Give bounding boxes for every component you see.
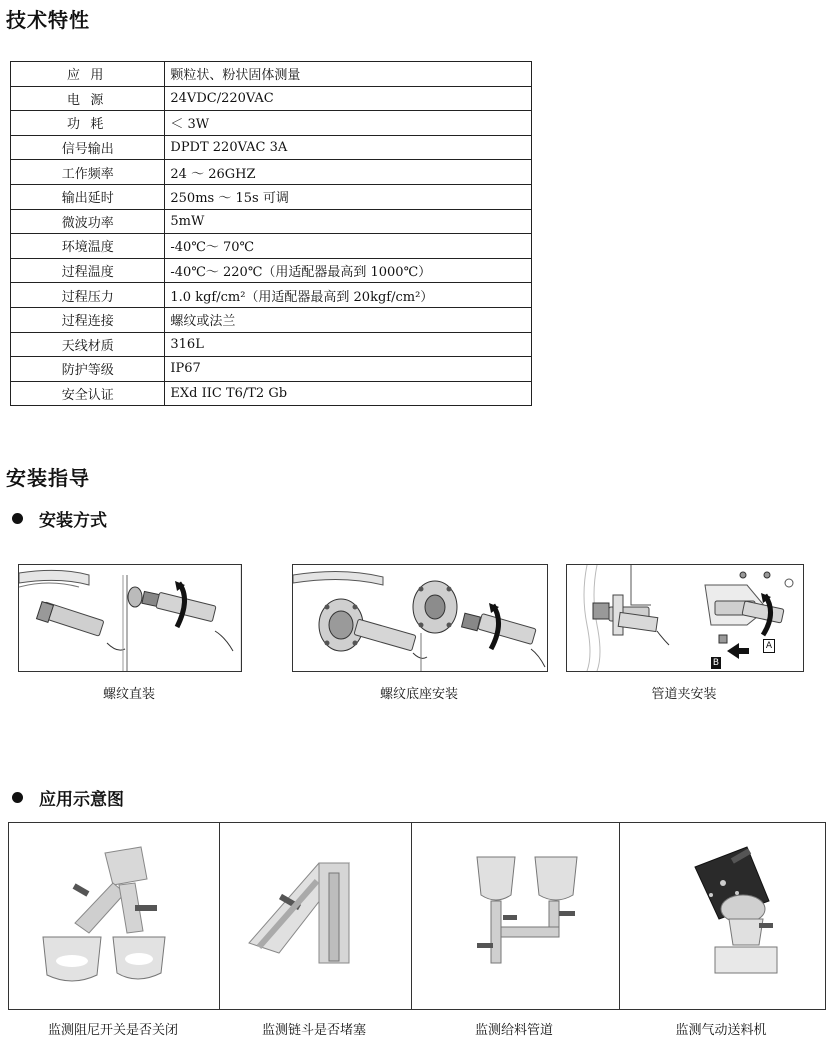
spec-key: 环境温度 [11,234,165,259]
spec-row [11,357,532,382]
spec-value: 颗粒状、粉状固体测量 [165,62,532,87]
spec-key: 微波功率 [11,209,165,234]
install-section-title: 安装指导 [6,466,90,490]
feed-pipe-illustration [411,823,619,1009]
application-figure-feed-pipe [411,823,620,1009]
spec-key: 过程压力 [11,283,165,308]
spec-key: 工作频率 [11,160,165,185]
application-heading-text: 应用示意图 [39,790,124,810]
spec-row [11,332,532,357]
spec-row [11,381,532,406]
bullet-icon [12,513,23,524]
spec-key: 输出延时 [11,184,165,209]
figure-thread-direct-mount [18,564,242,672]
figure-thread-base-mount [292,564,548,672]
spec-row [11,62,532,87]
spec-key: 天线材质 [11,332,165,357]
spec-key: 信号输出 [11,135,165,160]
spec-key: 防护等级 [11,357,165,382]
spec-row [11,283,532,308]
spec-section-title: 技术特性 [6,8,90,32]
caption-damper: 监测阻尼开关是否关闭 [47,1023,178,1038]
figure-pipe-clamp-mount [566,564,804,672]
spec-row [11,258,532,283]
thread-direct-mount-illustration [19,565,241,671]
spec-value: 250ms ～ 15s 可调 [165,184,532,209]
spec-row [11,209,532,234]
spec-value: EXd IIC T6/T2 Gb [165,381,532,406]
label-a-badge: A [763,639,775,653]
caption-pneumatic-feeder: 监测气动送料机 [675,1023,767,1038]
pneumatic-feeder-illustration [619,823,825,1009]
spec-value: DPDT 220VAC 3A [165,135,532,160]
bucket-chain-illustration [219,823,411,1009]
spec-value: -40℃～ 70℃ [165,234,532,259]
spec-row [11,184,532,209]
spec-value: 5mW [165,209,532,234]
spec-value: ＜ 3W [165,111,532,136]
spec-key: 应用 [11,62,165,87]
spec-key: 安全认证 [11,381,165,406]
spec-value: 24 ～ 26GHZ [165,160,532,185]
spec-key: 过程连接 [11,307,165,332]
install-method-heading [12,506,107,531]
spec-value: 1.0 kgf/cm²（用适配器最高到 20kgf/cm²） [165,283,532,308]
spec-key: 过程温度 [11,258,165,283]
spec-row [11,307,532,332]
spec-value: -40℃～ 220℃（用适配器最高到 1000℃） [165,258,532,283]
spec-row [11,234,532,259]
application-figure-grid [8,822,826,1010]
thread-base-mount-illustration [293,565,547,671]
spec-row [11,160,532,185]
caption-thread-base-mount: 螺纹底座安装 [379,687,458,702]
spec-row [11,135,532,160]
caption-bucket-chain: 监测链斗是否堵塞 [261,1023,366,1038]
spec-row [11,86,532,111]
bullet-icon [12,792,23,803]
caption-pipe-clamp-mount: 管道夹安装 [651,687,717,702]
application-figure-pneumatic-feeder [619,823,825,1009]
caption-feed-pipe: 监测给料管道 [474,1023,553,1038]
application-figure-bucket-chain [219,823,412,1009]
spec-value: IP67 [165,357,532,382]
caption-thread-direct-mount: 螺纹直装 [102,687,155,702]
spec-table [10,61,532,406]
spec-key: 电源 [11,86,165,111]
spec-value: 24VDC/220VAC [165,86,532,111]
spec-key: 功耗 [11,111,165,136]
pipe-clamp-mount-illustration [567,565,803,671]
damper-illustration [9,823,219,1009]
spec-value: 螺纹或法兰 [165,307,532,332]
spec-value: 316L [165,332,532,357]
label-b-badge: B [712,658,720,668]
application-figure-damper [9,823,220,1009]
application-heading [12,785,124,810]
install-method-heading-text: 安装方式 [39,511,107,531]
spec-row [11,111,532,136]
